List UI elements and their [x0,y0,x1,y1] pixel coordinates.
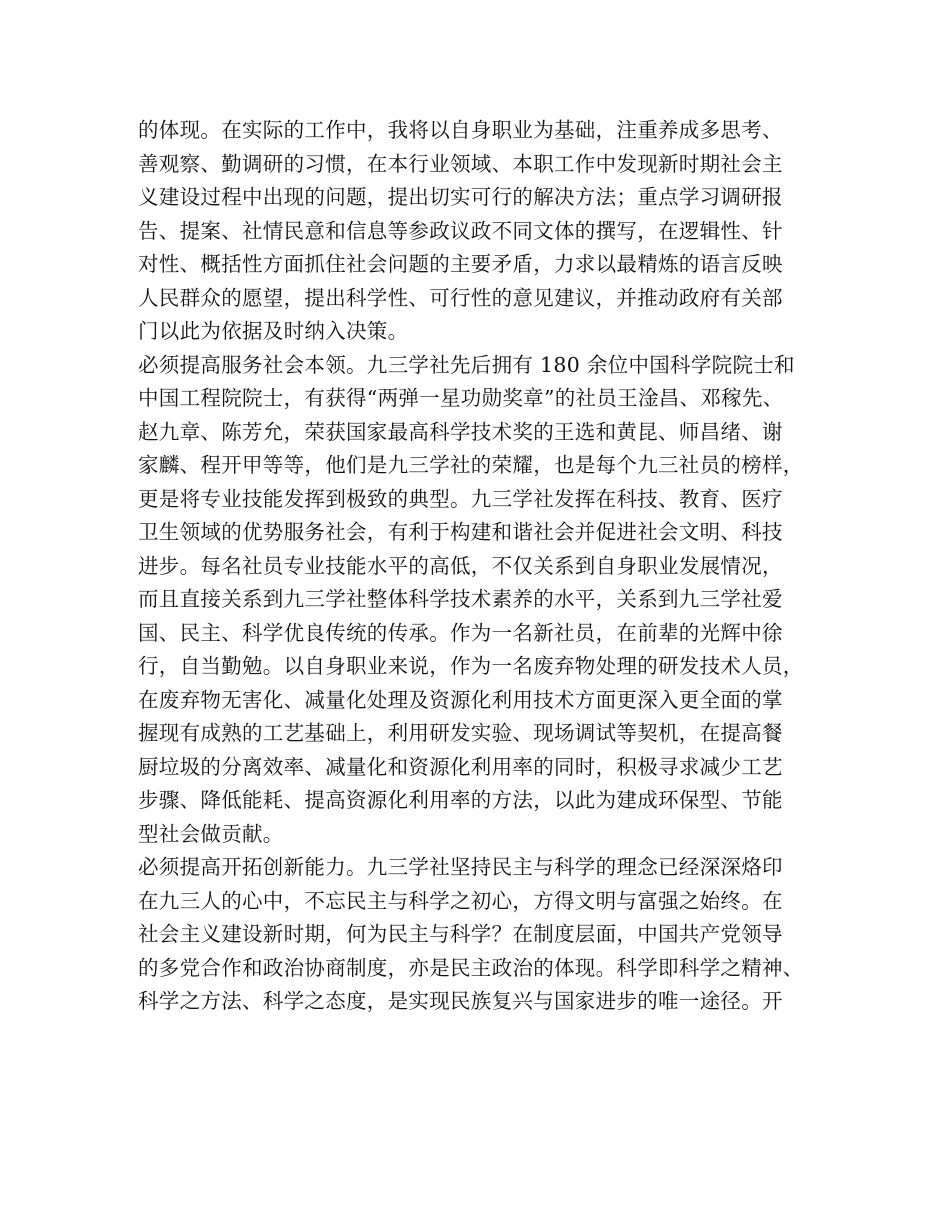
text-line: 进步。每名社员专业技能水平的高低，不仅关系到自身职业发展情况， [138,553,783,578]
text-line: 国、民主、科学优良传统的传承。作为一名新社员，在前辈的光辉中徐 [138,620,783,645]
text-line: 的体现。在实际的工作中，我将以自身职业为基础，注重养成多思考、 [138,118,783,142]
text-line: 而且直接关系到九三学社整体科学技术素养的水平，关系到九三学社爱 [138,587,783,611]
text-line: 科学之方法、科学之态度，是实现民族复兴与国家进步的唯一途径。开 [138,989,783,1013]
text-line: 必须提高开拓创新能力。九三学社坚持民主与科学的理念已经深深烙印 [138,855,783,879]
text-line: 必须提高服务社会本领。九三学社先后拥有 180 余位中国科学院院士和 [138,352,795,377]
text-line: 善观察、勤调研的习惯，在本行业领域、本职工作中发现新时期社会主 [138,151,783,176]
text-line: 家麟、程开甲等等，他们是九三学社的荣耀，也是每个九三社员的榜样， [138,453,804,477]
text-line: 更是将专业技能发挥到极致的典型。九三学社发挥在科技、教育、医疗 [138,486,783,511]
body-text [138,114,828,1019]
text-line: 的多党合作和政治协商制度，亦是民主政治的体现。科学即科学之精神、 [138,955,804,980]
text-line: 厨垃圾的分离效率、减量化和资源化利用率的同时，积极寻求减少工艺 [138,754,783,779]
text-line: 行，自当勤勉。以自身职业来说，作为一名废弃物处理的研发技术人员， [138,654,804,678]
text-line: 卫生领域的优势服务社会，有利于构建和谐社会并促进社会文明、科技 [138,520,783,544]
text-line: 对性、概括性方面抓住社会问题的主要矛盾，力求以最精炼的语言反映 [138,252,783,276]
text-line: 握现有成熟的工艺基础上，利用研发实验、现场调试等契机，在提高餐 [138,721,783,745]
text-line: 赵九章、陈芳允，荣获国家最高科学技术奖的王选和黄昆、师昌绪、谢 [138,419,783,444]
text-line: 义建设过程中出现的问题，提出切实可行的解决方法；重点学习调研报 [138,185,783,209]
text-line: 告、提案、社情民意和信息等参政议政不同文体的撰写，在逻辑性、针 [138,218,783,243]
text-line: 型社会做贡献。 [138,821,284,846]
text-line: 在九三人的心中，不忘民主与科学之初心，方得文明与富强之始终。在 [138,888,783,913]
text-line: 步骤、降低能耗、提高资源化利用率的方法，以此为建成环保型、节能 [138,788,783,812]
text-line: 社会主义建设新时期，何为民主与科学？在制度层面，中国共产党领导 [138,922,783,946]
text-line: 在废弃物无害化、减量化处理及资源化利用技术方面更深入更全面的掌 [138,687,783,712]
text-line: 中国工程院院士，有获得“两弹一星功勋奖章”的社员王淦昌、邓稼先、 [138,386,784,410]
text-line: 门以此为依据及时纳入决策。 [138,319,409,343]
text-line: 人民群众的愿望，提出科学性、可行性的意见建议，并推动政府有关部 [138,285,783,310]
